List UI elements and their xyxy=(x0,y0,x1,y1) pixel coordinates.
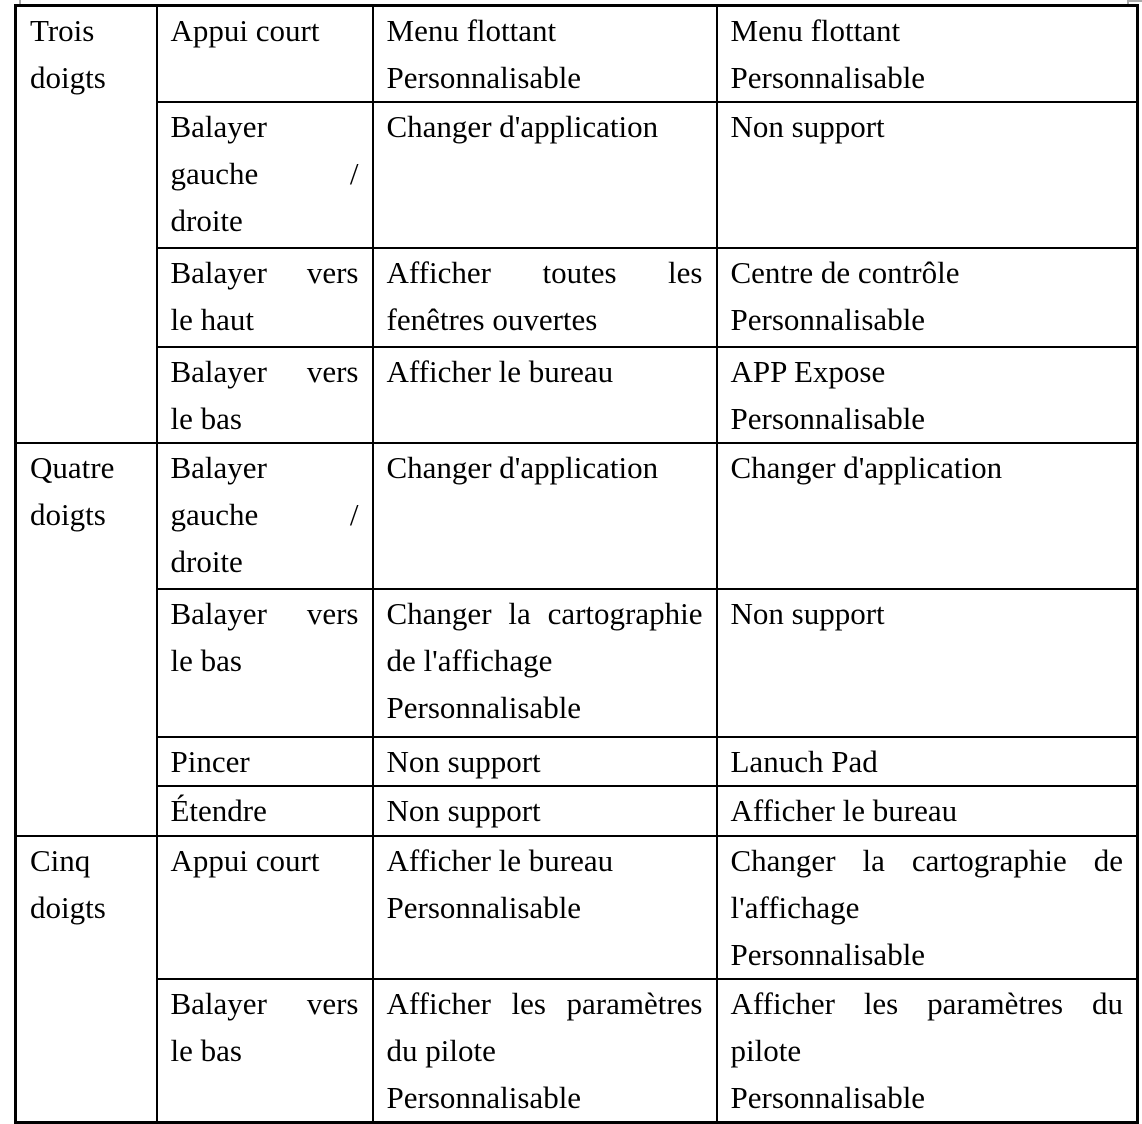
text-line: Changer la cartographie xyxy=(386,596,703,631)
text-line: Personnalisable xyxy=(730,937,926,972)
text-line: Afficher les paramètres xyxy=(386,986,703,1021)
table-row xyxy=(16,248,1138,347)
table-row xyxy=(16,979,1138,1123)
text-line: Non support xyxy=(730,109,885,144)
crop-artifact-right-strip xyxy=(1127,0,1142,2)
text-line: de l'affichage xyxy=(386,643,553,678)
table-row xyxy=(16,836,1138,979)
text-line: Changer d'application xyxy=(386,109,659,144)
text-line: Afficher le bureau xyxy=(386,843,614,878)
text-line: droite xyxy=(170,203,243,238)
text-line: Changer la cartographie de xyxy=(730,843,1123,878)
gestures-table-body xyxy=(16,6,1138,1123)
gestures-table xyxy=(14,4,1139,1124)
cell-action xyxy=(157,786,373,836)
text-line: Afficher le bureau xyxy=(386,354,614,389)
text-line: doigts xyxy=(30,60,106,95)
text-line: fenêtres ouvertes xyxy=(386,302,598,337)
text-line: Afficher les paramètres du xyxy=(730,986,1123,1021)
text-line: Non support xyxy=(386,793,541,828)
text-line: Balayer xyxy=(170,450,267,485)
text-line: Pincer xyxy=(170,744,250,779)
text-line: Personnalisable xyxy=(730,302,926,337)
text-line: Balayer vers xyxy=(170,596,359,631)
text-line: Menu flottant xyxy=(730,13,901,48)
text-line: Personnalisable xyxy=(730,401,926,436)
text-line: Changer d'application xyxy=(730,450,1003,485)
cell-action xyxy=(157,102,373,248)
text-line: Balayer vers xyxy=(170,255,359,290)
text-line: du pilote xyxy=(386,1033,496,1068)
text-line: Lanuch Pad xyxy=(730,744,878,779)
cell-action xyxy=(157,248,373,347)
text-line: le bas xyxy=(170,401,242,436)
cell-result-a xyxy=(373,786,717,836)
cell-result-a xyxy=(373,737,717,786)
cell-gesture xyxy=(16,443,157,836)
text-line: Personnalisable xyxy=(730,60,926,95)
text-line: gauche / xyxy=(170,156,359,191)
text-line: Non support xyxy=(730,596,885,631)
text-line: Balayer vers xyxy=(170,354,359,389)
table-row xyxy=(16,347,1138,443)
cell-result-b xyxy=(717,6,1138,103)
cell-result-a xyxy=(373,102,717,248)
text-line: gauche / xyxy=(170,497,359,532)
text-line: Afficher toutes les xyxy=(386,255,703,290)
cell-action xyxy=(157,347,373,443)
text-line: Personnalisable xyxy=(386,1080,582,1115)
text-line: Trois xyxy=(30,13,95,48)
cell-action xyxy=(157,589,373,737)
text-line: le bas xyxy=(170,1033,242,1068)
text-line: l'affichage xyxy=(730,890,860,925)
text-line: Personnalisable xyxy=(386,890,582,925)
cell-action xyxy=(157,836,373,979)
cell-gesture xyxy=(16,836,157,1123)
text-line: Appui court xyxy=(170,13,320,48)
text-line: Menu flottant xyxy=(386,13,557,48)
text-line: Personnalisable xyxy=(730,1080,926,1115)
cell-result-a xyxy=(373,443,717,589)
text-line: APP Expose xyxy=(730,354,886,389)
table-row xyxy=(16,6,1138,103)
cell-result-a xyxy=(373,836,717,979)
cell-result-b xyxy=(717,589,1138,737)
text-line: doigts xyxy=(30,890,106,925)
text-line: Afficher le bureau xyxy=(730,793,958,828)
text-line: Non support xyxy=(386,744,541,779)
text-line: Appui court xyxy=(170,843,320,878)
cell-action xyxy=(157,6,373,103)
cell-result-b xyxy=(717,786,1138,836)
text-line: Changer d'application xyxy=(386,450,659,485)
cell-result-a xyxy=(373,347,717,443)
cell-gesture xyxy=(16,6,157,444)
text-line: Centre de contrôle xyxy=(730,255,960,290)
text-line: doigts xyxy=(30,497,106,532)
cell-action xyxy=(157,443,373,589)
text-line: Personnalisable xyxy=(386,60,582,95)
text-line: Étendre xyxy=(170,793,267,828)
text-line: Balayer vers xyxy=(170,986,359,1021)
cell-action xyxy=(157,979,373,1123)
cell-result-b xyxy=(717,443,1138,589)
text-line: le haut xyxy=(170,302,254,337)
cell-result-a xyxy=(373,248,717,347)
cell-result-b xyxy=(717,836,1138,979)
table-row xyxy=(16,786,1138,836)
text-line: Quatre xyxy=(30,450,115,485)
cell-result-b xyxy=(717,347,1138,443)
cell-result-b xyxy=(717,248,1138,347)
text-line: droite xyxy=(170,544,243,579)
cell-result-b xyxy=(717,979,1138,1123)
table-row xyxy=(16,589,1138,737)
cell-result-a xyxy=(373,979,717,1123)
cell-result-a xyxy=(373,589,717,737)
cell-result-b xyxy=(717,102,1138,248)
table-row xyxy=(16,443,1138,589)
text-line: Balayer xyxy=(170,109,267,144)
table-row xyxy=(16,737,1138,786)
text-line: Personnalisable xyxy=(386,690,582,725)
text-line: Cinq xyxy=(30,843,91,878)
cell-action xyxy=(157,737,373,786)
text-line: pilote xyxy=(730,1033,802,1068)
text-line: le bas xyxy=(170,643,242,678)
cell-result-b xyxy=(717,737,1138,786)
cell-result-a xyxy=(373,6,717,103)
table-row xyxy=(16,102,1138,248)
